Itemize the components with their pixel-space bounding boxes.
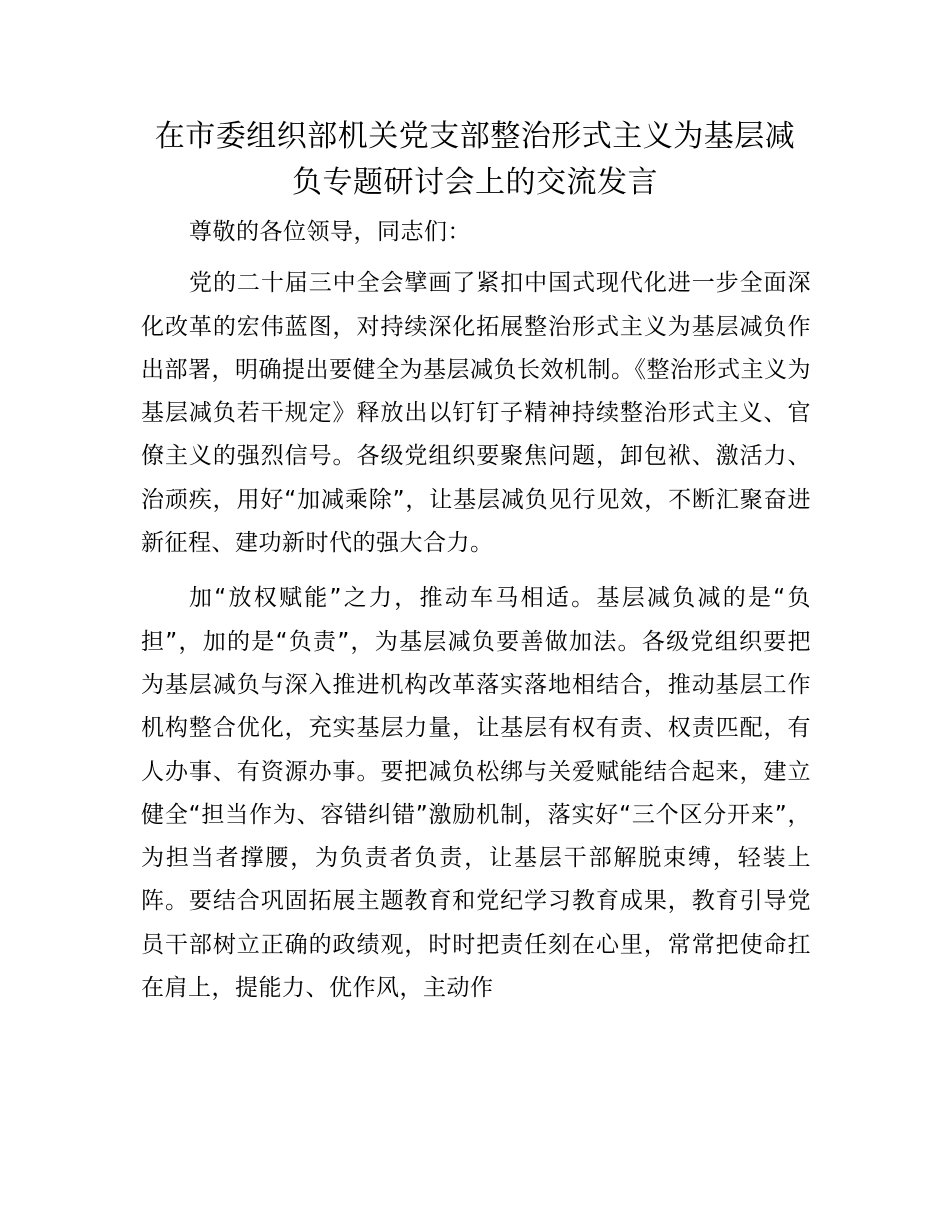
- paragraph-intro: 党的二十届三中全会擘画了紧扣中国式现代化进一步全面深化改革的宏伟蓝图，对持续深化拓展整治形式主义为基层减负作出部署，明确提出要健全为基层减负长效机制。《整治形式主义为基层减负若干规定》释放出以钉钉子精神持续整治形式主义、官僚主义的强烈信号。各级党组织要聚焦问题，卸包袱、激活力、治顽疾，用好“加减乘除”，让基层减负见行见效，不断汇聚奋进新征程、建功新时代的强大合力。: [141, 270, 811, 557]
- document-body: [141, 211, 811, 1022]
- document-title: 在市委组织部机关党支部整治形式主义为基层减负专题研讨会上的交流发言: [154, 119, 796, 200]
- paragraph-empowerment: 加“放权赋能”之力，推动车马相适。基层减负减的是“负担”，加的是“负责”，为基层减负要善做加法。各级党组织要把为基层减负与深入推进机构改革落实落地相结合，推动基层工作机构整合优化，充实基层力量，让基层有权有责、权责匹配，有人办事、有资源办事。要把减负松绑与关爱赋能结合起来，建立健全“担当作为、容错纠错”激励机制，落实好“三个区分开来”，为担当者撑腰，为负责者负责，让基层干部解脱束缚，轻装上阵。要结合巩固拓展主题教育和党纪学习教育成果，教育引导党员干部树立正确的政绩观，时时把责任刻在心里，常常把使命扛在肩上，提能力、优作风，主动作: [141, 585, 811, 1002]
- salutation: 尊敬的各位领导，同志们：: [189, 219, 471, 245]
